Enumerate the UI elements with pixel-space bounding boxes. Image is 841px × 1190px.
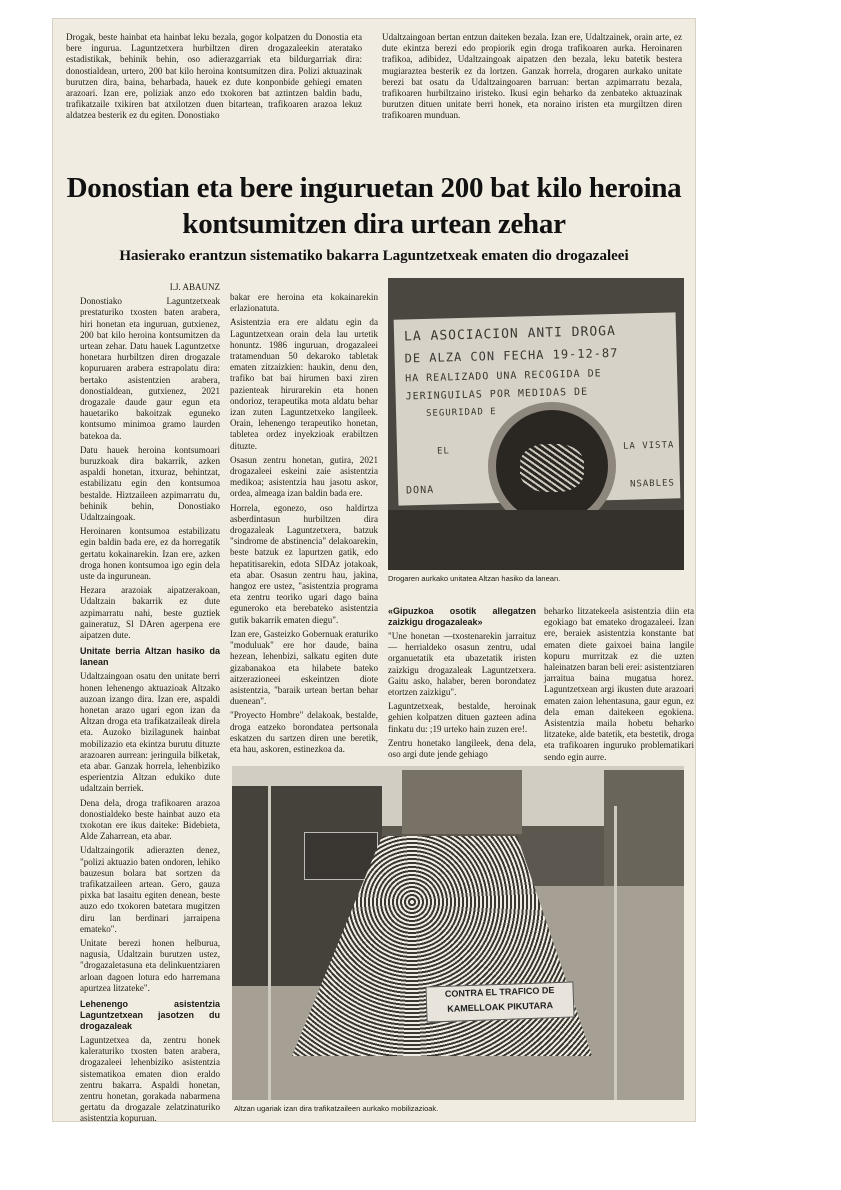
paragraph: Horrela, egonezo, oso haldirtza asberdintasun hurbiltzen dira drogazaleak Laguntzetxera, batzuk "sindrome de abstinencia" delakoarekin, beste batzuk ez lapurtzen gatik, edo hepatitisarekin, edota SIDAz jotakoak, eta abar. Osasun zentru hau, jakina, hangoz ere ustez, "asistentzia programa eta zentru teoriko ugari dago baina eguneroko eta berebateko asistentzia gutik bakarrik ematen diegu".: [230, 502, 378, 625]
banner-line: JERINGUILAS POR MEDIDAS DE: [405, 386, 589, 403]
banner-line: KAMELLOAK PIKUTARA: [447, 1000, 554, 1014]
paragraph: Dena dela, droga trafikoaren arazoa donostialdeko beste hainbat auzo eta txokotan ere ikus daiteke: Bidebieta, Alde Zaharrean, eta abar.: [80, 797, 220, 842]
paragraph: Unitate berezi honen helburua, nagusia, Udaltzain burutzen ustez, "drogazaletasuna eta delinkuentziaren arloan dagoen lotura edo harremana apurtzea litzateke".: [80, 937, 220, 993]
banner-line: LA VISTA: [622, 440, 675, 452]
building: [402, 770, 522, 834]
paragraph: Udaltzaingoan osatu den unitate berri honen lehenengo aktuazioak Altzako auzoan izango dira. Izan ere, aspaldi honetan arazo ugari egon izan da Altzan droga eta trafikatzaileak direla eta. Auzoko bizilagunek hainbat mobilizazio eta ekintza burutu dituzte arazoaren aurrean: jeringuila bilketak, eta abar. Ganzak horrela, lehenbiziko esperientzia Altzan edukiko dute udaltzain berriek.: [80, 671, 220, 794]
bus: [304, 832, 378, 880]
paragraph: Zentru honetako langileek, dena dela, oso argi dute jende gehiago: [388, 737, 536, 760]
syringe-collection-photo: [388, 278, 684, 570]
lamp-post: [268, 786, 271, 1100]
paragraph: bakar ere heroina eta kokainarekin erlazionatuta.: [230, 292, 378, 314]
section-title: Unitate berria Altzan hasiko da lanean: [80, 646, 220, 668]
banner-line: LA ASOCIACION ANTI DROGA: [403, 323, 617, 345]
banner-line: EL: [436, 446, 451, 457]
newspaper-clipping: [52, 18, 696, 1122]
banner-line: DE ALZA CON FECHA 19-12-87: [404, 345, 619, 366]
banner-line: SEGURIDAD E: [425, 407, 497, 419]
paragraph: "Une honetan —txostenarekin jarraituz— herrialdeko osasun zentru, udal organuetatik eta ubazetatik iristen zaizkigu drogazaleak Laguntzetxera. Gaitu asko, halaber, beren borondatez etortzen zaizkigu".: [388, 631, 536, 698]
paragraph: Laguntzetxeak, bestalde, heroinak gehien kolpatzen dituen gazteen adina finkatu du: ;19 urteko hain zuzen ere!.: [388, 701, 536, 734]
lamp-post: [614, 806, 617, 1100]
banner-line: HA REALIZADO UNA RECOGIDA DE: [405, 368, 602, 385]
paragraph: beharko litzatekeela asistentzia diin eta egokiago bat emateko drogazaleei. Izan ere, beraiek asistentzia konstante bat ematen diete gaixoei baina langile kopuru murritzak ez die uzten haleinatzen baran beli erei: asistentziaren jarraitua baina mugatua horez. Laguntzetxean argi ikusten dute arazoari ematen zaion lehentasuna, gaur egun, ez dela eman daitekeen egokiena. Asistentzia maila hobetu beharko litzateke, alde batetik, eta bestetik, droga eta trafikoaren inguruko problematikari sendo egin aurre.: [544, 606, 694, 762]
photo-caption: Altzan ugariak izan dira trafikatzaileen aurkako mobilizazioak.: [234, 1104, 439, 1113]
headline: Donostian eta bere inguruetan 200 bat kilo heroina kontsumitzen dira urtean zehar: [66, 172, 682, 240]
paragraph: Asistentzia era ere aldatu egin da Laguntzetxean orain dela lau urtetik honuntz. 1986 inguruan, drogazaleei tratamenduan 50 dekaroko tabletak ematen zitzaizkien: haukin, denu den, trafiko bat bai hirumen baxi ziren pazienteak hirurarekin eta honen ondorioz, terapeutika mota aldatu behar izan zuten Laguntzetxeko langileek. Orain, lehenengo terapeutiko honetan, tabletea ordez inyekzioak erabiltzen dituzte.: [230, 317, 378, 451]
paragraph: Udaltzaingotik adierazten denez, "polizi aktuazio baten ondoren, lehiko bauzesun bolara bat sortzen da trafikatzaileen artean. Gero, gauza pixka bat lasaitu egiten denean, beste auzo edo txokoren batetara mugitzen diru lan berdinari jarraipena emateko".: [80, 845, 220, 934]
paragraph: Osasun zentru honetan, gutira, 2021 drogazaleei eskeini zaie asistentzia medikoa; asistentzia hau jasotu askor, ordea, almeaga izan baldin bada ere.: [230, 454, 378, 499]
subheadline: Hasierako erantzun sistematiko bakarra Laguntzetxeak ematen dio drogazaleei: [119, 248, 629, 264]
paragraph: Donostiako Laguntzetxeak prestaturiko txosten baten arabera, hiri honetan eta inguruan, gutxienez, 200 bat kilo heroina kontsumitzen da urtean zehar. Datu hauek Laguntzetxe honetara hurbiltzen diren drogazale kopuruaren arabera estrapolatu dira: bertako asistentzien arabera, donostialdean, gutxienez, 2021 drogazale daude gaur egun eta hauetariko bakoitzak eguneko kontsumo minimoa gramo laurden batekoa da.: [80, 296, 220, 441]
paragraph: Datu hauek heroina kontsumoari buruzkoak dira bakarrik, azken aspaldi honetan, itxuraz, behintzat, estabilizatu egin den kontsumoa bestalde. Hiztzaileen azpimarratu du, behinik behin, Donostiako Udaltzaingoak.: [80, 444, 220, 523]
intro-right-column: Udaltzaingoan bertan entzun daiteken bezala. Izan ere, Udaltzainek, orain arte, ez dute ekintza berezi edo propiorik egin droga trafikoaren aurka. Heroinaren trafikoa, adibidez, Udaltzaingoak aipatzen den bezala, leku batetik bestera mugiaraztea besterik ez da lortzen. Ganzak horrela, drogaren aurkako unitate berezi bat osatu da Udaltzaingoaren barruan: bertan azpimarratu bezala, trafikoaren hurbiltzaino iristeko. Ikusi egin beharko da zenbateko aktuazinak burutzen dituen unitate berri honek, eta noraino iristen eta murgiltzen diren trafikoaren munduan.: [382, 32, 682, 121]
column-1: [80, 282, 220, 1124]
section-title: «Gipuzkoa osotik allegatzen zaizkigu drogazaleak»: [388, 606, 536, 627]
column-4: [544, 606, 694, 770]
byline: I.J. ABAUNZ: [169, 282, 220, 292]
protest-banner: [425, 981, 574, 1022]
banner-line: CONTRA EL TRAFICO DE: [444, 985, 555, 999]
banner-line: DONA: [405, 484, 435, 497]
paragraph: Hezara arazoiak aipatzerakoan, Udaltzain bakarrik ez dute azpimarratu nahi, beste guztiek gaineratuz, Sl DAren agerpena ere aipatzen dute.: [80, 585, 220, 641]
paragraph: Laguntzetxea da, zentru honek kaleraturiko txosten baten arabera, drogazaleei lehenbiziko asistentzia sistematikoa ematen dion eraldo zentru bakarra. Aspaldi honetan, zentru honetan, gorakada nabarmena gertatu da drogazale zelatzinaturiko asistentzia kopuruan.: [80, 1034, 220, 1124]
photo-caption: Drogaren aurkako unitatea Altzan hasiko da lanean.: [388, 574, 561, 583]
column-3: [388, 606, 536, 770]
paragraph: Heroinaren kontsumoa estabilizatu egin baldin bada ere, ez da horregatik gertatu kokainarekin. Izan ere, azken droga honen kontsumoa igo egin dela uste da ingurunean.: [80, 526, 220, 582]
intro-left-column: Drogak, beste hainbat eta hainbat leku bezala, gogor kolpatzen du Donostia eta bere ingurua. Laguntzetxera hurbiltzen diren drogazaleekin ateratako estadistikak, behinik behin, oso adierazgarriak eta bildurgarriak dira: donostialdean, urtero, 200 bat kilo heroina kontsumitzen dira. Polizi aktuazinak burutzen dira, baina, beharbada, hauek ez dute konponbide gehiegi ematen arazoari. Izan ere, poliziak anzo edo txokoren bat aztintzen baldin badu, trafikatzaile txikiren bat atxilotzen duen bitartean, trafikoaren arazoa lekuz aldatzea besterik ez du egiten. Donostiako: [66, 32, 362, 121]
paragraph: "Proyecto Hombre" delakoak, bestalde, droga eatzeko borondatea pertsonala eskatzen du sartzen diren une beretik, eta hau, askoren, estinezkoa da.: [230, 710, 378, 754]
demonstration-photo: [232, 766, 684, 1100]
banner-line: NSABLES: [629, 478, 676, 490]
paragraph: Izan ere, Gasteizko Gobernuak eraturiko "moduluak" ere hor daude, baina hezean, lehenbizi, salkatu egiten dute gizabanakoa eta hilabete bateko aitzerazioneei eskeintzen diote asistentzia, "baraik urtean bertan behar duenean".: [230, 628, 378, 707]
section-title: Lehenengo asistentzia Laguntzetxean jasotzen du drogazaleak: [80, 998, 220, 1031]
column-2: [230, 292, 378, 772]
